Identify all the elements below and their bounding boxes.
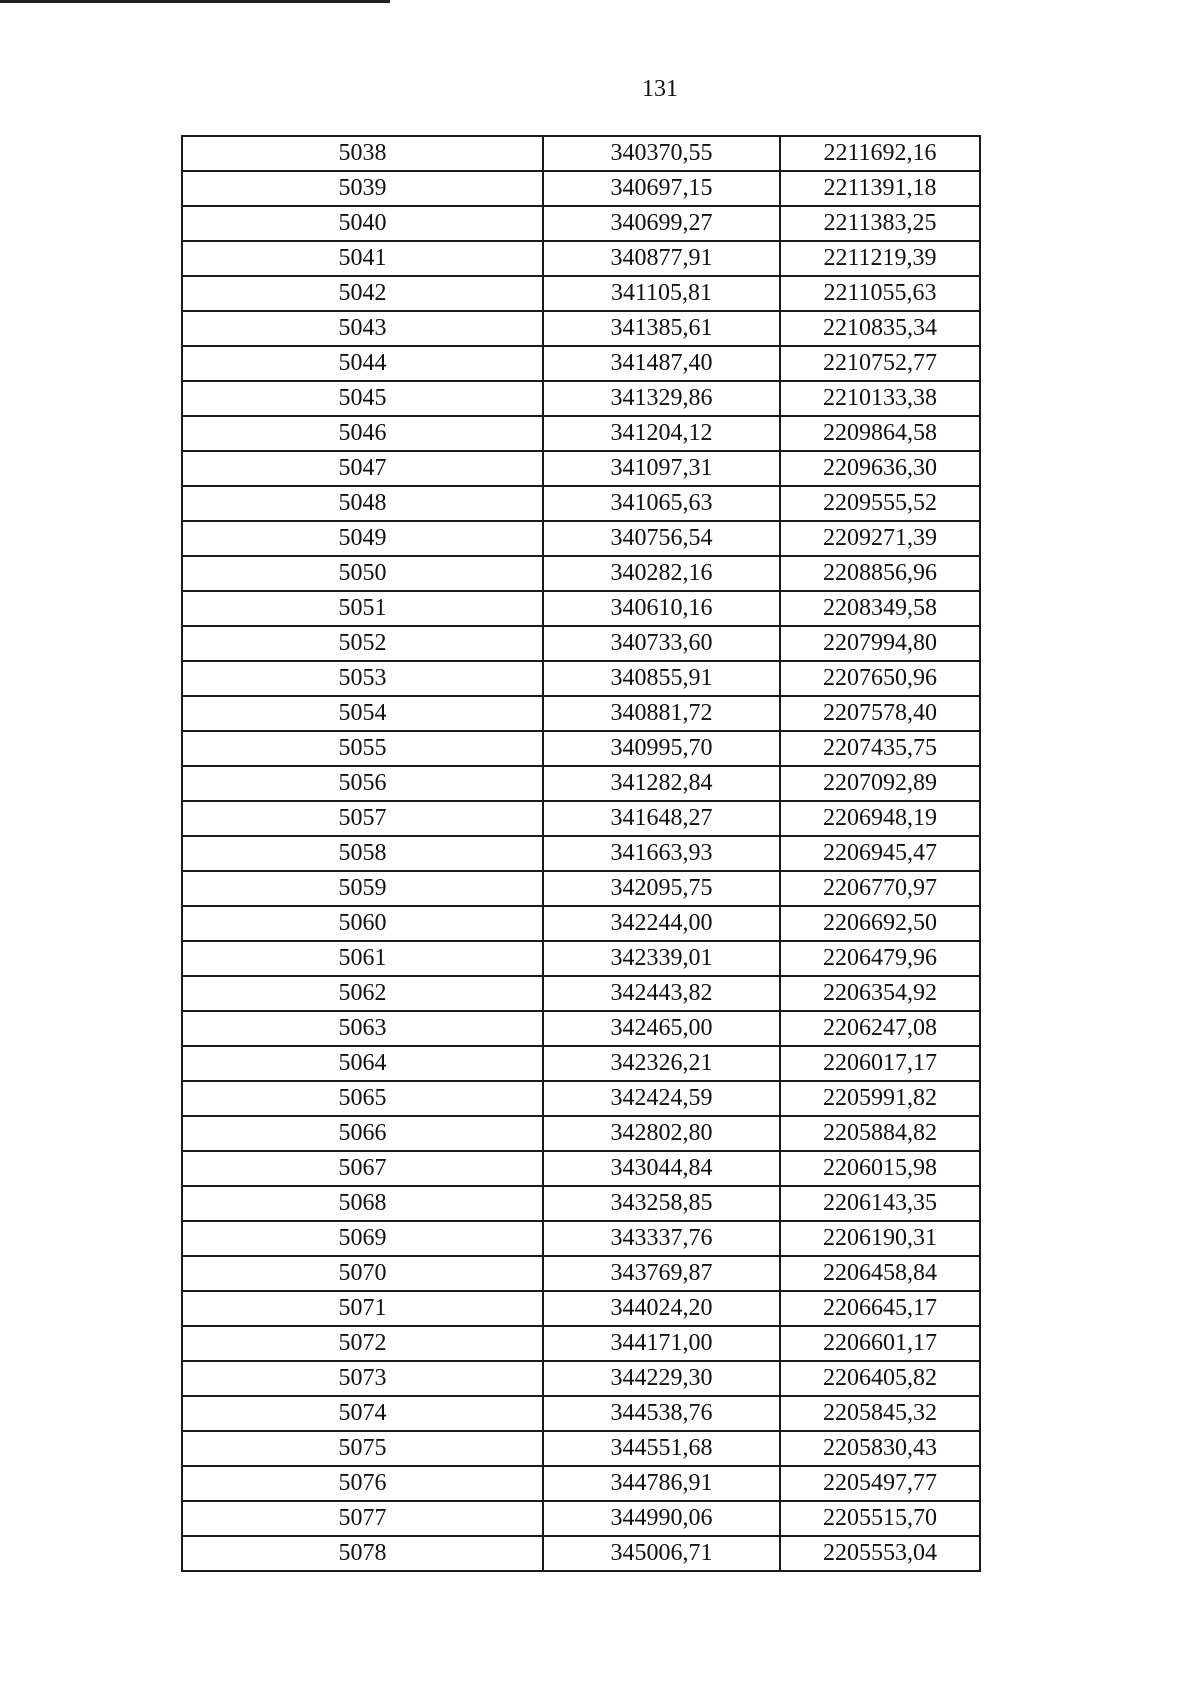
table-row (182, 346, 980, 381)
table-row (182, 136, 980, 171)
y-coordinate-cell: 2206354,92 (780, 976, 980, 1011)
table-row (182, 1291, 980, 1326)
y-coordinate-cell: 2205845,32 (780, 1396, 980, 1431)
x-coordinate-cell: 342244,00 (543, 906, 780, 941)
x-coordinate-cell: 344024,20 (543, 1291, 780, 1326)
table-row (182, 1326, 980, 1361)
y-coordinate-cell: 2206945,47 (780, 836, 980, 871)
point-number-cell: 5041 (182, 241, 543, 276)
point-number-cell: 5062 (182, 976, 543, 1011)
table-row (182, 1151, 980, 1186)
table-row (182, 486, 980, 521)
y-coordinate-cell: 2207994,80 (780, 626, 980, 661)
point-number-cell: 5038 (182, 136, 543, 171)
x-coordinate-cell: 341385,61 (543, 311, 780, 346)
point-number-cell: 5054 (182, 696, 543, 731)
point-number-cell: 5059 (182, 871, 543, 906)
x-coordinate-cell: 344551,68 (543, 1431, 780, 1466)
table-row (182, 1501, 980, 1536)
page-number: 131 (642, 76, 678, 102)
y-coordinate-cell: 2211383,25 (780, 206, 980, 241)
y-coordinate-cell: 2210133,38 (780, 381, 980, 416)
x-coordinate-cell: 343769,87 (543, 1256, 780, 1291)
point-number-cell: 5058 (182, 836, 543, 871)
x-coordinate-cell: 340282,16 (543, 556, 780, 591)
point-number-cell: 5074 (182, 1396, 543, 1431)
point-number-cell: 5077 (182, 1501, 543, 1536)
x-coordinate-cell: 340995,70 (543, 731, 780, 766)
table-row (182, 1431, 980, 1466)
table-row (182, 591, 980, 626)
table-row (182, 661, 980, 696)
table-row (182, 836, 980, 871)
y-coordinate-cell: 2205553,04 (780, 1536, 980, 1571)
y-coordinate-cell: 2206692,50 (780, 906, 980, 941)
y-coordinate-cell: 2206601,17 (780, 1326, 980, 1361)
y-coordinate-cell: 2206770,97 (780, 871, 980, 906)
table-row (182, 1256, 980, 1291)
table-row (182, 1536, 980, 1571)
table-row (182, 1116, 980, 1151)
point-number-cell: 5052 (182, 626, 543, 661)
x-coordinate-cell: 341487,40 (543, 346, 780, 381)
point-number-cell: 5046 (182, 416, 543, 451)
point-number-cell: 5042 (182, 276, 543, 311)
table-row (182, 1186, 980, 1221)
y-coordinate-cell: 2208856,96 (780, 556, 980, 591)
x-coordinate-cell: 343258,85 (543, 1186, 780, 1221)
y-coordinate-cell: 2206458,84 (780, 1256, 980, 1291)
table-row (182, 1011, 980, 1046)
y-coordinate-cell: 2207092,89 (780, 766, 980, 801)
table-row (182, 801, 980, 836)
table-row (182, 766, 980, 801)
y-coordinate-cell: 2211391,18 (780, 171, 980, 206)
table-row (182, 976, 980, 1011)
point-number-cell: 5078 (182, 1536, 543, 1571)
table-row (182, 311, 980, 346)
x-coordinate-cell: 342802,80 (543, 1116, 780, 1151)
y-coordinate-cell: 2206190,31 (780, 1221, 980, 1256)
point-number-cell: 5060 (182, 906, 543, 941)
x-coordinate-cell: 342339,01 (543, 941, 780, 976)
y-coordinate-cell: 2209555,52 (780, 486, 980, 521)
y-coordinate-cell: 2205991,82 (780, 1081, 980, 1116)
x-coordinate-cell: 342465,00 (543, 1011, 780, 1046)
table-row (182, 906, 980, 941)
x-coordinate-cell: 341329,86 (543, 381, 780, 416)
x-coordinate-cell: 343337,76 (543, 1221, 780, 1256)
table-row (182, 241, 980, 276)
y-coordinate-cell: 2211219,39 (780, 241, 980, 276)
point-number-cell: 5073 (182, 1361, 543, 1396)
point-number-cell: 5067 (182, 1151, 543, 1186)
point-number-cell: 5075 (182, 1431, 543, 1466)
y-coordinate-cell: 2206017,17 (780, 1046, 980, 1081)
y-coordinate-cell: 2207650,96 (780, 661, 980, 696)
table-row (182, 1081, 980, 1116)
point-number-cell: 5056 (182, 766, 543, 801)
x-coordinate-cell: 341282,84 (543, 766, 780, 801)
y-coordinate-cell: 2206948,19 (780, 801, 980, 836)
point-number-cell: 5071 (182, 1291, 543, 1326)
point-number-cell: 5066 (182, 1116, 543, 1151)
y-coordinate-cell: 2205497,77 (780, 1466, 980, 1501)
x-coordinate-cell: 344538,76 (543, 1396, 780, 1431)
x-coordinate-cell: 340699,27 (543, 206, 780, 241)
x-coordinate-cell: 341105,81 (543, 276, 780, 311)
table-row (182, 1396, 980, 1431)
table-row (182, 626, 980, 661)
x-coordinate-cell: 340697,15 (543, 171, 780, 206)
y-coordinate-cell: 2206247,08 (780, 1011, 980, 1046)
x-coordinate-cell: 341065,63 (543, 486, 780, 521)
x-coordinate-cell: 342326,21 (543, 1046, 780, 1081)
top-rule (0, 0, 390, 3)
point-number-cell: 5064 (182, 1046, 543, 1081)
point-number-cell: 5048 (182, 486, 543, 521)
point-number-cell: 5068 (182, 1186, 543, 1221)
x-coordinate-cell: 341097,31 (543, 451, 780, 486)
y-coordinate-cell: 2209636,30 (780, 451, 980, 486)
y-coordinate-cell: 2209271,39 (780, 521, 980, 556)
x-coordinate-cell: 340877,91 (543, 241, 780, 276)
table-row (182, 731, 980, 766)
x-coordinate-cell: 340610,16 (543, 591, 780, 626)
point-number-cell: 5055 (182, 731, 543, 766)
x-coordinate-cell: 340756,54 (543, 521, 780, 556)
x-coordinate-cell: 343044,84 (543, 1151, 780, 1186)
x-coordinate-cell: 340855,91 (543, 661, 780, 696)
point-number-cell: 5051 (182, 591, 543, 626)
point-number-cell: 5053 (182, 661, 543, 696)
point-number-cell: 5040 (182, 206, 543, 241)
table-row (182, 416, 980, 451)
y-coordinate-cell: 2206405,82 (780, 1361, 980, 1396)
y-coordinate-cell: 2207578,40 (780, 696, 980, 731)
y-coordinate-cell: 2208349,58 (780, 591, 980, 626)
y-coordinate-cell: 2206479,96 (780, 941, 980, 976)
coordinates-table (181, 135, 981, 1572)
y-coordinate-cell: 2206015,98 (780, 1151, 980, 1186)
y-coordinate-cell: 2205830,43 (780, 1431, 980, 1466)
x-coordinate-cell: 341663,93 (543, 836, 780, 871)
y-coordinate-cell: 2210752,77 (780, 346, 980, 381)
table-row (182, 1046, 980, 1081)
x-coordinate-cell: 344229,30 (543, 1361, 780, 1396)
x-coordinate-cell: 342095,75 (543, 871, 780, 906)
point-number-cell: 5050 (182, 556, 543, 591)
coordinates-table-body (182, 136, 980, 1571)
x-coordinate-cell: 340881,72 (543, 696, 780, 731)
table-row (182, 276, 980, 311)
x-coordinate-cell: 345006,71 (543, 1536, 780, 1571)
table-row (182, 1361, 980, 1396)
point-number-cell: 5061 (182, 941, 543, 976)
table-row (182, 941, 980, 976)
point-number-cell: 5070 (182, 1256, 543, 1291)
y-coordinate-cell: 2206143,35 (780, 1186, 980, 1221)
point-number-cell: 5047 (182, 451, 543, 486)
y-coordinate-cell: 2210835,34 (780, 311, 980, 346)
table-row (182, 1221, 980, 1256)
point-number-cell: 5045 (182, 381, 543, 416)
table-row (182, 206, 980, 241)
y-coordinate-cell: 2211692,16 (780, 136, 980, 171)
point-number-cell: 5069 (182, 1221, 543, 1256)
x-coordinate-cell: 342424,59 (543, 1081, 780, 1116)
point-number-cell: 5057 (182, 801, 543, 836)
point-number-cell: 5076 (182, 1466, 543, 1501)
point-number-cell: 5043 (182, 311, 543, 346)
x-coordinate-cell: 341648,27 (543, 801, 780, 836)
x-coordinate-cell: 341204,12 (543, 416, 780, 451)
table-row (182, 521, 980, 556)
x-coordinate-cell: 344990,06 (543, 1501, 780, 1536)
point-number-cell: 5049 (182, 521, 543, 556)
point-number-cell: 5063 (182, 1011, 543, 1046)
x-coordinate-cell: 344171,00 (543, 1326, 780, 1361)
table-row (182, 1466, 980, 1501)
point-number-cell: 5044 (182, 346, 543, 381)
y-coordinate-cell: 2211055,63 (780, 276, 980, 311)
x-coordinate-cell: 340370,55 (543, 136, 780, 171)
table-row (182, 171, 980, 206)
table-row (182, 381, 980, 416)
table-row (182, 556, 980, 591)
y-coordinate-cell: 2207435,75 (780, 731, 980, 766)
y-coordinate-cell: 2205884,82 (780, 1116, 980, 1151)
x-coordinate-cell: 340733,60 (543, 626, 780, 661)
point-number-cell: 5039 (182, 171, 543, 206)
x-coordinate-cell: 344786,91 (543, 1466, 780, 1501)
table-row (182, 871, 980, 906)
point-number-cell: 5072 (182, 1326, 543, 1361)
x-coordinate-cell: 342443,82 (543, 976, 780, 1011)
table-row (182, 451, 980, 486)
table-row (182, 696, 980, 731)
y-coordinate-cell: 2206645,17 (780, 1291, 980, 1326)
y-coordinate-cell: 2205515,70 (780, 1501, 980, 1536)
y-coordinate-cell: 2209864,58 (780, 416, 980, 451)
point-number-cell: 5065 (182, 1081, 543, 1116)
